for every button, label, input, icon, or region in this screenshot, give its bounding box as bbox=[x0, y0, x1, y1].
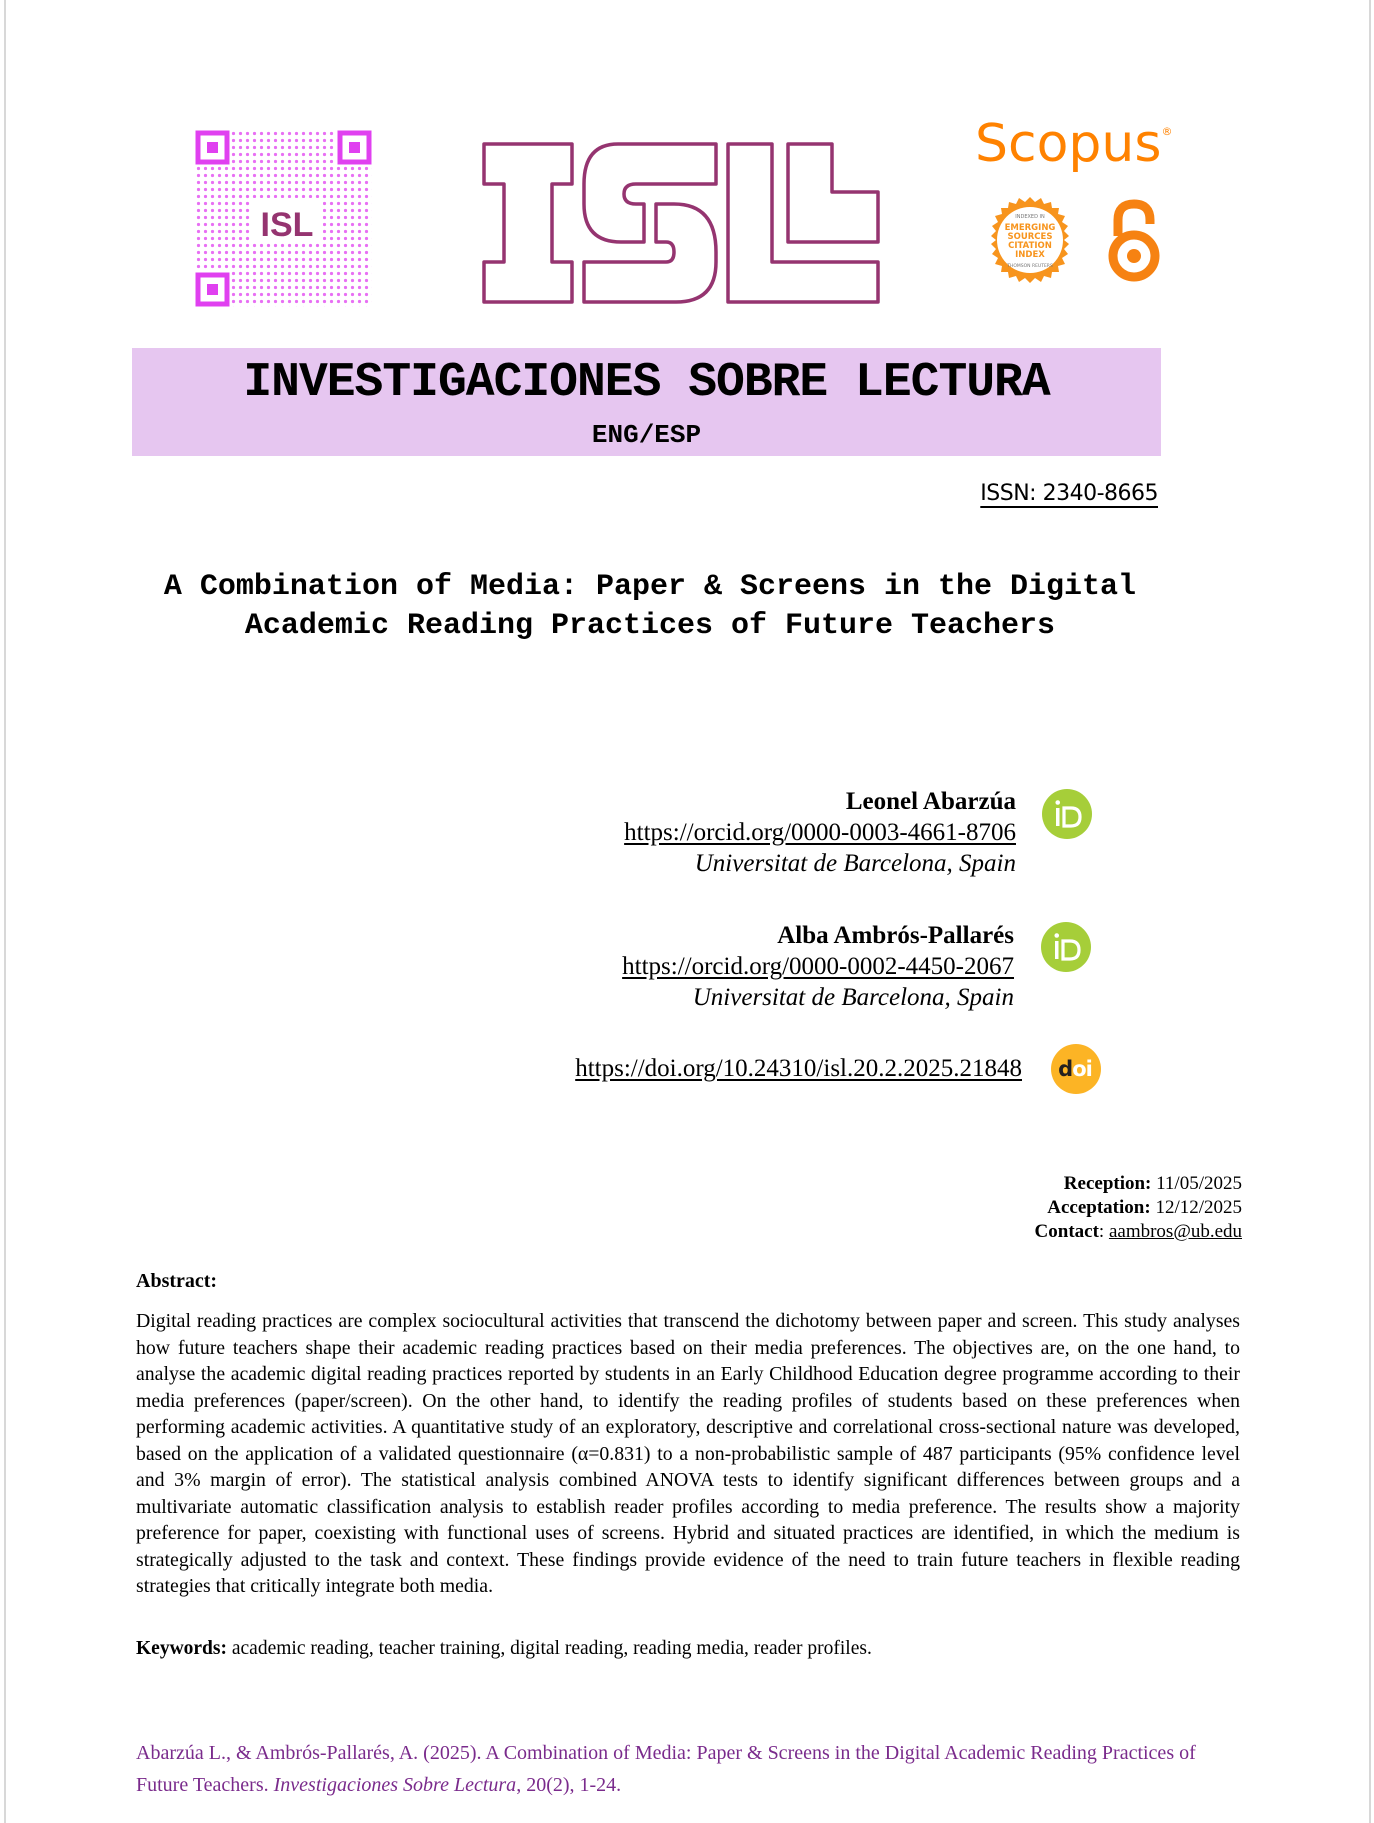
page-border bbox=[1369, 0, 1371, 1823]
doi-link[interactable]: https://doi.org/10.24310/isl.20.2.2025.21848 bbox=[575, 1055, 1022, 1082]
esci-badge-icon bbox=[987, 197, 1073, 283]
author-name: Leonel Abarzúa bbox=[845, 788, 1016, 815]
svg-text:THOMSON REUTERS: THOMSON REUTERS bbox=[1007, 264, 1053, 269]
article-title: A Combination of Media: Paper & Screens in the Digital Academic Reading Practices of Future Teachers bbox=[163, 570, 1137, 643]
page-border bbox=[4, 0, 6, 1823]
orcid-link[interactable]: https://orcid.org/0000-0002-4450-2067 bbox=[622, 953, 1014, 980]
keywords: Keywords: academic reading, teacher training, digital reading, reading media, reader profiles. bbox=[136, 1638, 872, 1659]
author-name: Alba Ambrós-Pallarés bbox=[777, 922, 1014, 949]
svg-text:INDEX: INDEX bbox=[1015, 250, 1045, 260]
orcid-link[interactable]: https://orcid.org/0000-0003-4661-8706 bbox=[624, 819, 1016, 846]
submission-meta bbox=[1035, 1172, 1242, 1244]
svg-text:EMERGING: EMERGING bbox=[1004, 223, 1056, 233]
scopus-logo: Scopus® bbox=[975, 114, 1173, 174]
svg-text:CITATION: CITATION bbox=[1008, 241, 1052, 251]
orcid-icon[interactable] bbox=[1042, 789, 1092, 839]
doi-icon[interactable] bbox=[1050, 1043, 1102, 1095]
svg-text:SOURCES: SOURCES bbox=[1007, 232, 1053, 242]
citation: Abarzúa L., & Ambrós-Pallarés, A. (2025). A Combination of Media: Paper & Screens in the Digital Academic Reading Practices of Future Teachers. Investigaciones Sobre Lectura, 20(2), 1-24. bbox=[136, 1742, 1196, 1796]
author-block bbox=[624, 786, 1016, 879]
svg-text:INDEXED IN: INDEXED IN bbox=[1015, 214, 1045, 220]
orcid-icon[interactable] bbox=[1041, 922, 1091, 972]
abstract-text: Digital reading practices are complex sociocultural activities that transcend the dichotomy between paper and screen. This study analyses how future teachers shape their academic reading practices based on their media preferences. The objectives are, on the one hand, to analyse the academic digital reading practices reported by students in an Early Childhood Education degree programme according to their media preferences (paper/screen). On the other hand, to identify the reading profiles of students based on these preferences when performing academic activities. A quantitative study of an exploratory, descriptive and correlational cross-sectional nature was developed, based on the application of a validated questionnaire (α=0.831) to a non-probabilistic sample of 487 participants (95% confidence level and 3% margin of error). The statistical analysis combined ANOVA tests to identify significant differences between groups and a multivariate automatic classification analysis to establish reader profiles according to media preference. The results show a majority preference for paper, coexisting with functional uses of screens. Hybrid and situated practices are identified, in which the medium is strategically adjusted to the task and context. These findings provide evidence of the need to train future teachers in flexible reading strategies that critically integrate both media. bbox=[136, 1310, 1240, 1597]
journal-title: INVESTIGACIONES SOBRE LECTURA bbox=[243, 356, 1050, 410]
svg-text:doi: doi bbox=[1058, 1057, 1092, 1081]
reception-row: Reception: 11/05/2025 bbox=[1063, 1173, 1242, 1194]
author-affiliation: Universitat de Barcelona, Spain bbox=[694, 850, 1016, 877]
author-block bbox=[622, 920, 1014, 1013]
svg-text:ISL: ISL bbox=[260, 206, 314, 244]
open-access-icon bbox=[1106, 198, 1162, 282]
journal-banner bbox=[132, 348, 1161, 456]
acceptation-row: Acceptation: 12/12/2025 bbox=[1047, 1197, 1242, 1218]
issn-link[interactable]: ISSN: 2340-8665 bbox=[980, 481, 1158, 506]
author-affiliation: Universitat de Barcelona, Spain bbox=[692, 984, 1014, 1011]
qr-code[interactable] bbox=[195, 130, 372, 307]
contact-email-link[interactable]: aambros@ub.edu bbox=[1108, 1221, 1242, 1242]
abstract-heading: Abstract: bbox=[136, 1270, 218, 1292]
contact-row: Contact: aambros@ub.edu bbox=[1034, 1221, 1242, 1242]
isl-logo bbox=[476, 134, 880, 304]
journal-language: ENG/ESP bbox=[591, 420, 702, 450]
